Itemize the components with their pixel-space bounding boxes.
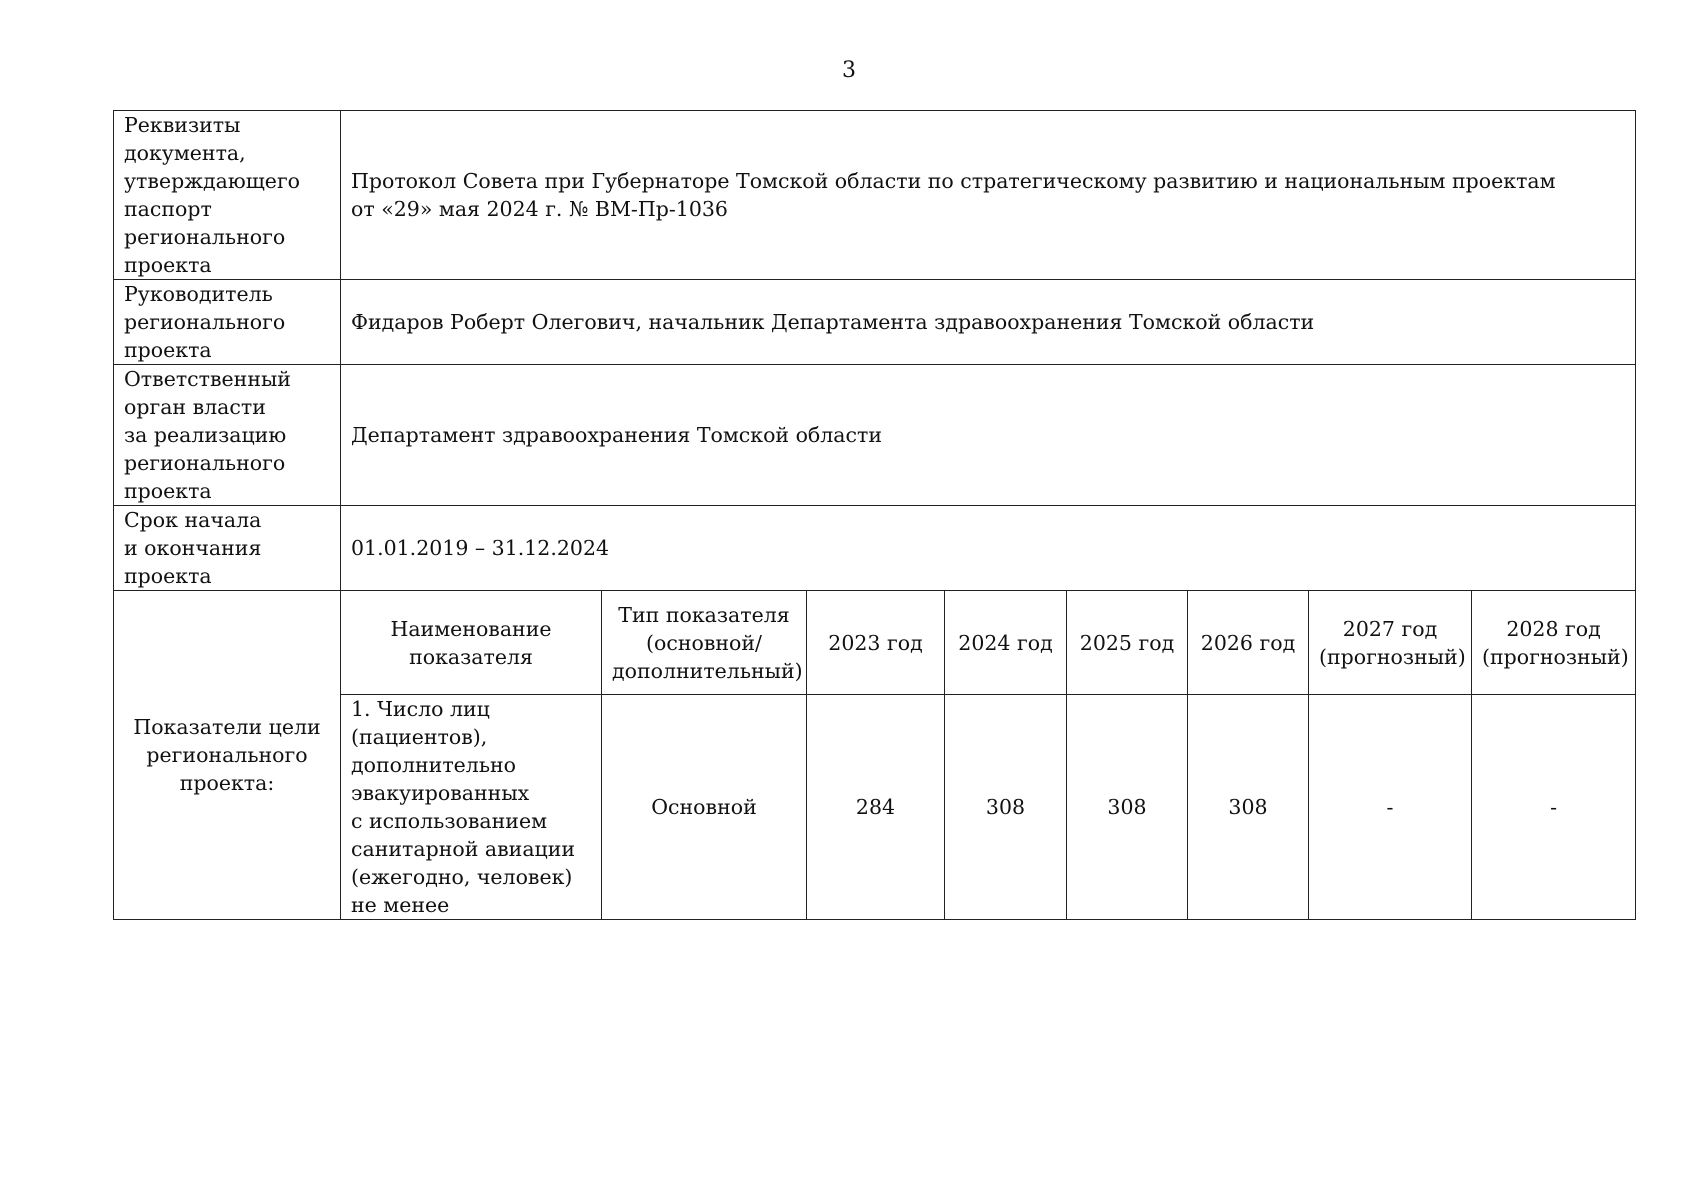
passport-row-period <box>114 506 1636 591</box>
header-year-2024: 2024 год <box>945 591 1067 695</box>
indicator-row <box>114 695 1636 920</box>
indicator-value-2028: - <box>1472 695 1636 920</box>
indicator-value-2025: 308 <box>1067 695 1188 920</box>
row-value: Фидаров Роберт Олегович, начальник Департамента здравоохранения Томской области <box>341 280 1636 365</box>
row-label: Ответственный орган власти за реализацию регионального проекта <box>114 365 341 506</box>
header-year-2025: 2025 год <box>1067 591 1188 695</box>
indicator-value-2026: 308 <box>1188 695 1309 920</box>
page-number: 3 <box>842 58 856 83</box>
indicators-label: Показатели цели регионального проекта: <box>114 591 341 920</box>
indicators-header-row <box>114 591 1636 695</box>
indicator-value-2027: - <box>1309 695 1472 920</box>
row-value: Протокол Совета при Губернаторе Томской области по стратегическому развитию и национальным проектам от «29» мая 2024 г. № ВМ-Пр-1036 <box>341 111 1636 280</box>
header-year-2028: 2028 год (прогнозный) <box>1472 591 1636 695</box>
header-year-2023: 2023 год <box>807 591 945 695</box>
indicator-value-2024: 308 <box>945 695 1067 920</box>
passport-table <box>113 110 1636 920</box>
passport-row-authority <box>114 365 1636 506</box>
passport-row-document <box>114 111 1636 280</box>
header-indicator-name: Наименование показателя <box>341 591 602 695</box>
row-label: Руководитель регионального проекта <box>114 280 341 365</box>
indicator-name: 1. Число лиц (пациентов), дополнительно эвакуированных с использованием санитарной авиации (ежегодно, человек) не менее <box>341 695 602 920</box>
header-year-2026: 2026 год <box>1188 591 1309 695</box>
row-label: Срок начала и окончания проекта <box>114 506 341 591</box>
header-year-2027: 2027 год (прогнозный) <box>1309 591 1472 695</box>
row-value: 01.01.2019 – 31.12.2024 <box>341 506 1636 591</box>
header-indicator-type: Тип показателя (основной/ дополнительный) <box>602 591 807 695</box>
row-value: Департамент здравоохранения Томской области <box>341 365 1636 506</box>
indicator-type: Основной <box>602 695 807 920</box>
passport-row-head <box>114 280 1636 365</box>
row-label: Реквизиты документа, утверждающего паспорт регионального проекта <box>114 111 341 280</box>
indicator-value-2023: 284 <box>807 695 945 920</box>
